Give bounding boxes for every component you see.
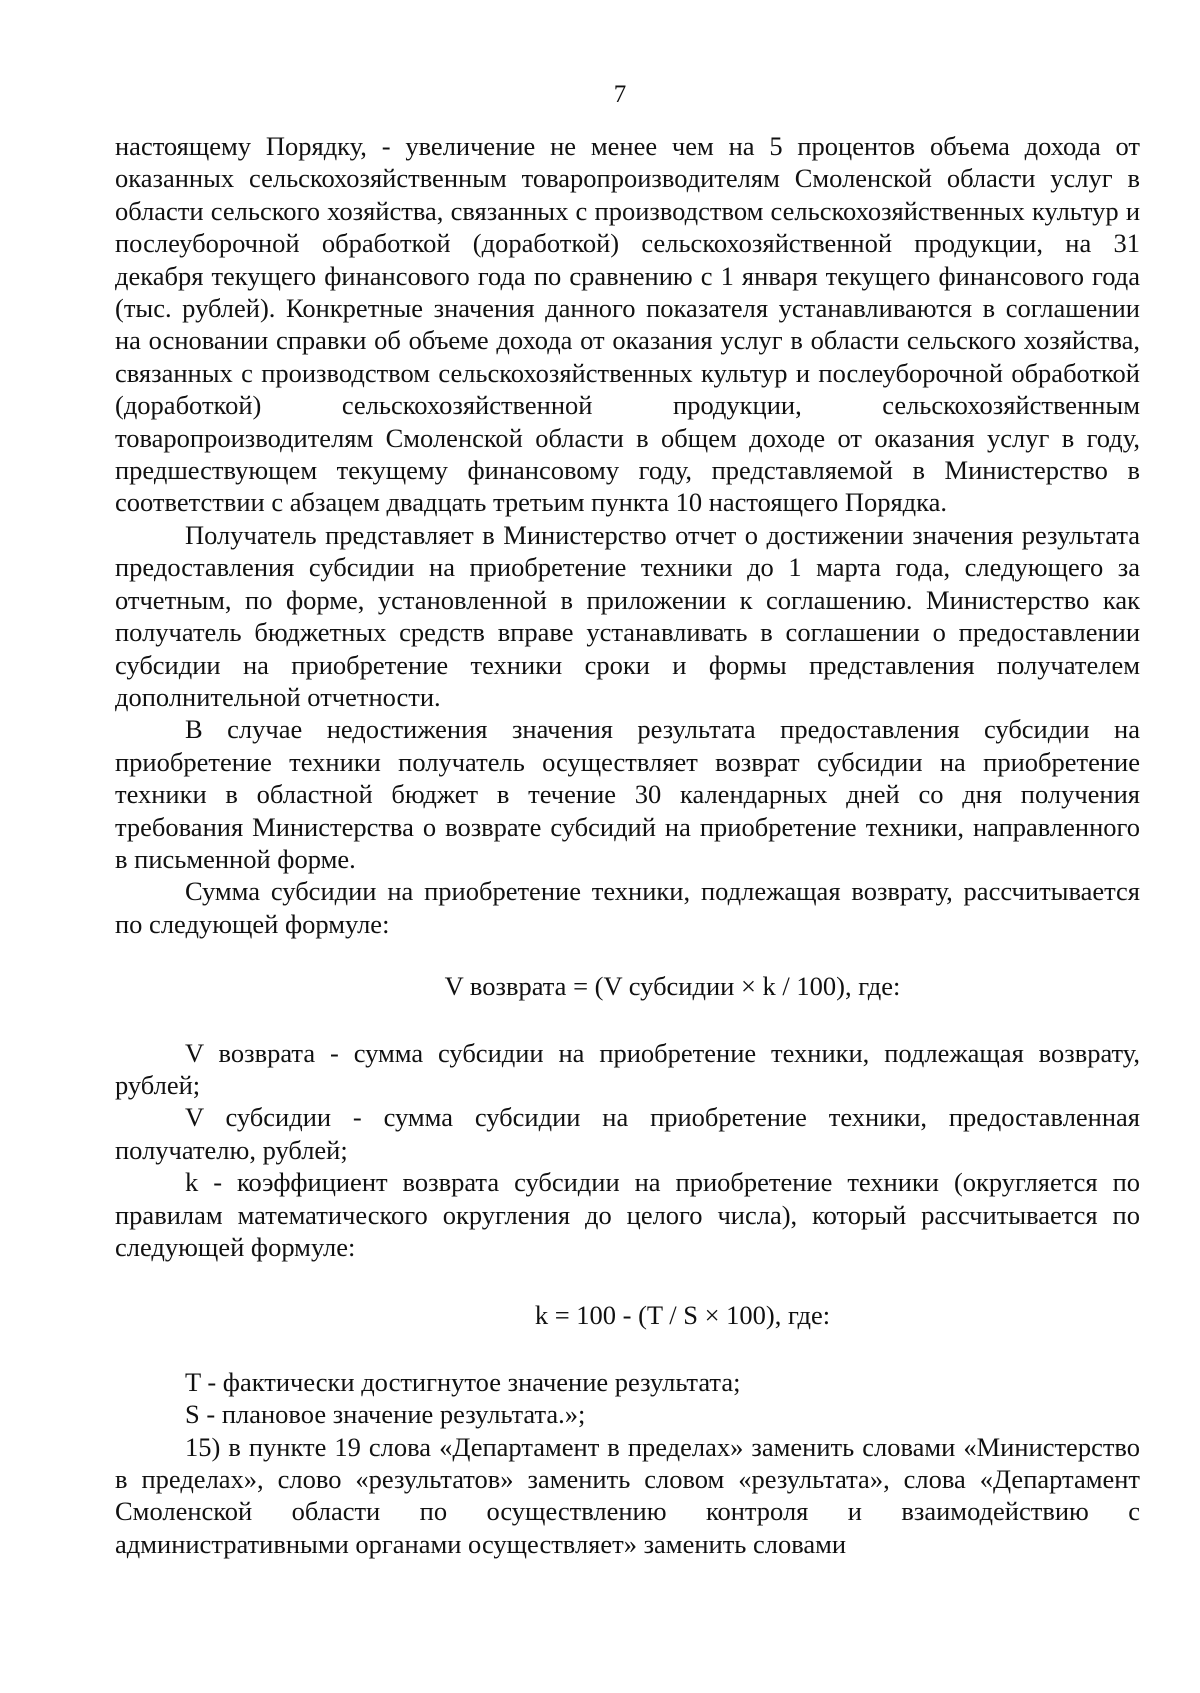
document-body (115, 130, 1140, 1560)
definition-t-actual: T - фактически достигнутое значение результата; (185, 1366, 741, 1397)
paragraph-item-15: 15) в пункте 19 слова «Департамент в пределах» заменить словами «Министерство в пределах», слово «результатов» заменить словом «результата», слова «Департамент Смоленской области по осуществлению контроля и взаимодействию с административными органами осуществляет» заменить словами (115, 1431, 1140, 1559)
definition-v-return: V возврата - сумма субсидии на приобретение техники, подлежащая возврату, рублей; (115, 1037, 1140, 1100)
definition-v-subsidy: V субсидии - сумма субсидии на приобретение техники, предоставленная получателю, рублей; (115, 1102, 1140, 1165)
definition-k-coefficient: k - коэффициент возврата субсидии на приобретение техники (округляется по правилам математического округления до целого числа), который рассчитывается по следующей формуле: (115, 1167, 1140, 1262)
page-number: 7 (613, 81, 627, 108)
paragraph-subsidy-return: В случае недостижения значения результата предоставления субсидии на приобретение техники получатель осуществляет возврат субсидии на приобретение техники в областной бюджет в течение 30 календарных дней со дня получения требования Министерства о возврате субсидий на приобретение техники, направленного в письменной форме. (115, 714, 1140, 874)
paragraph-report-submission: Получатель представляет в Министерство отчет о достижении значения результата предоставления субсидии на приобретение техники до 1 марта года, следующего за отчетным, по форме, установленной в приложении к соглашению. Министерство как получатель бюджетных средств вправе устанавливать в соглашении о предоставлении субсидии на приобретение техники сроки и формы представления получателем дополнительной отчетности. (115, 519, 1140, 712)
paragraph-return-amount-intro: Сумма субсидии на приобретение техники, подлежащая возврату, рассчитывается по следующей формуле: (115, 876, 1140, 939)
definition-s-planned: S - плановое значение результата.»; (185, 1399, 586, 1430)
paragraph-indicator-continuation: настоящему Порядку, - увеличение не менее чем на 5 процентов объема дохода от оказанных сельскохозяйственным товаропроизводителям Смоленской области услуг в области сельского хозяйства, связанных с производством сельскохозяйственных культур и послеуборочной обработкой (доработкой) сельскохозяйственной продукции, на 31 декабря текущего финансового года по сравнению с 1 января текущего финансового года (тыс. рублей). Конкретные значения данного показателя устанавливаются в соглашении на основании справки об объеме дохода от оказания услуг в области сельского хозяйства, связанных с производством сельскохозяйственных культур и послеуборочной обработкой (доработкой) сельскохозяйственной продукции, сельскохозяйственным товаропроизводителям Смоленской области в общем доходе от оказания услуг в году, предшествующем текущему финансовому году, представляемой в Министерство в соответствии с абзацем двадцать третьим пункта 10 настоящего Порядка. (115, 131, 1140, 518)
formula-k-coefficient: k = 100 - (T / S × 100), где: (534, 1300, 831, 1331)
formula-return-amount: V возврата = (V субсидии × k / 100), где: (444, 971, 901, 1002)
